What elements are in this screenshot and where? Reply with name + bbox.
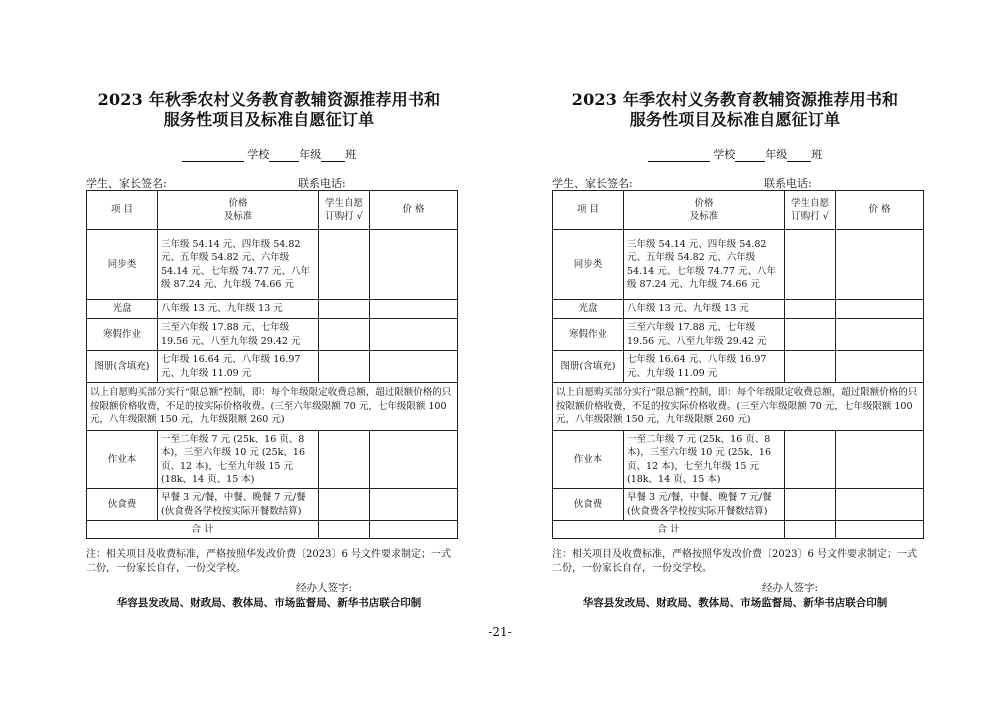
row-detail: 早餐 3 元/餐，中餐、晚餐 7 元/餐 (伙食费各学校按实际开餐数结算) bbox=[624, 489, 785, 521]
limit-note-row bbox=[553, 383, 924, 431]
phone-label: 联系电话: bbox=[764, 177, 812, 190]
row-name: 光盘 bbox=[553, 300, 624, 319]
row-name: 寒假作业 bbox=[553, 319, 624, 351]
signature-label: 学生、家长签名: bbox=[86, 177, 167, 190]
limit-note: 以上自愿购买部分实行“限总额”控制，即：每个年级限定收费总额，超过限额价格的只按限额价格收费，不足的按实际价格收费。(三至六年级限额 70 元，七年级限额 100 元，八年级限额 150 元，九年级限额 260 元) bbox=[87, 383, 458, 431]
row-detail: 一至二年级 7 元 (25k、16 页、8 本)，三至六年级 10 元 (25k、16 页、12 本)，七至九年级 15 元 (18k、14 页、15 本) bbox=[624, 431, 785, 489]
price-cell[interactable] bbox=[836, 489, 924, 521]
school-grade-class-line bbox=[546, 146, 924, 162]
limit-note-row bbox=[87, 383, 458, 431]
row-detail: 三年级 54.14 元、四年级 54.82 元、五年级 54.82 元、六年级 54.14 元、七年级 74.77 元、八年级 87.24 元、九年级 74.66 元 bbox=[624, 230, 785, 300]
header-voluntary-order: 学生自愿 订购打 √ bbox=[785, 191, 836, 230]
row-detail: 三至六年级 17.88 元、七年级 19.56 元、八至九年级 29.42 元 bbox=[158, 319, 319, 351]
table-header-row bbox=[553, 191, 924, 230]
header-item: 项 目 bbox=[87, 191, 158, 230]
row-detail: 八年级 13 元、九年级 13 元 bbox=[158, 300, 319, 319]
price-cell[interactable] bbox=[370, 351, 458, 383]
table-row bbox=[553, 431, 924, 489]
signature-label: 学生、家长签名: bbox=[552, 177, 633, 190]
footnote: 注：相关项目及收费标准，严格按照华发改价费〔2023〕6 号文件要求制定；一式二份，一份家长自存，一份交学校。 bbox=[552, 549, 917, 574]
order-table bbox=[86, 190, 458, 539]
row-detail: 七年级 16.64 元、八年级 16.97 元、九年级 11.09 元 bbox=[624, 351, 785, 383]
checkbox-cell[interactable] bbox=[319, 431, 370, 489]
row-name: 图册(含填充) bbox=[553, 351, 624, 383]
issuer-footer: 华容县发改局、财政局、教体局、市场监督局、新华书店联合印制 bbox=[116, 597, 422, 609]
price-cell[interactable] bbox=[836, 319, 924, 351]
header-item: 项 目 bbox=[553, 191, 624, 230]
table-row bbox=[87, 300, 458, 319]
grade-label: 年级 bbox=[299, 148, 322, 161]
total-row bbox=[87, 521, 458, 539]
row-detail: 三年级 54.14 元、四年级 54.82 元、五年级 54.82 元、六年级 54.14 元、七年级 74.77 元、八年级 87.24 元、九年级 74.66 元 bbox=[158, 230, 319, 300]
row-name: 光盘 bbox=[87, 300, 158, 319]
form-title-line1: 2023 年秋季农村义务教育教辅资源推荐用书和 bbox=[97, 90, 441, 109]
header-voluntary-order: 学生自愿 订购打 √ bbox=[319, 191, 370, 230]
total-label: 合 计 bbox=[87, 521, 319, 539]
class-blank[interactable] bbox=[787, 149, 811, 162]
table-row bbox=[553, 230, 924, 300]
price-cell[interactable] bbox=[836, 230, 924, 300]
table-row bbox=[87, 351, 458, 383]
row-name: 作业本 bbox=[87, 431, 158, 489]
checkbox-cell[interactable] bbox=[319, 230, 370, 300]
table-row bbox=[87, 489, 458, 521]
table-row bbox=[87, 431, 458, 489]
header-price: 价 格 bbox=[370, 191, 458, 230]
total-price-cell[interactable] bbox=[836, 521, 924, 539]
checkbox-cell[interactable] bbox=[319, 319, 370, 351]
issuer-footer: 华容县发改局、财政局、教体局、市场监督局、新华书店联合印制 bbox=[582, 597, 888, 609]
price-cell[interactable] bbox=[836, 431, 924, 489]
total-label: 合 计 bbox=[553, 521, 785, 539]
limit-note: 以上自愿购买部分实行“限总额”控制，即：每个年级限定收费总额，超过限额价格的只按限额价格收费，不足的按实际价格收费。(三至六年级限额 70 元，七年级限额 100 元，八年级限额 150 元，九年级限额 260 元) bbox=[553, 383, 924, 431]
order-table bbox=[552, 190, 924, 539]
school-blank[interactable] bbox=[182, 149, 244, 162]
price-cell[interactable] bbox=[836, 351, 924, 383]
page-number: -21- bbox=[488, 625, 512, 639]
grade-blank[interactable] bbox=[269, 149, 299, 162]
table-row bbox=[87, 319, 458, 351]
header-price-standard: 价格 及标准 bbox=[624, 191, 785, 230]
grade-label: 年级 bbox=[765, 148, 788, 161]
checkbox-cell[interactable] bbox=[785, 431, 836, 489]
handler-signature-label: 经办人签字: bbox=[762, 582, 819, 594]
handler-signature-label: 经办人签字: bbox=[296, 582, 353, 594]
row-detail: 早餐 3 元/餐，中餐、晚餐 7 元/餐 (伙食费各学校按实际开餐数结算) bbox=[158, 489, 319, 521]
school-grade-class-line bbox=[80, 146, 458, 162]
class-label: 班 bbox=[811, 148, 823, 161]
grade-blank[interactable] bbox=[735, 149, 765, 162]
price-cell[interactable] bbox=[370, 431, 458, 489]
row-name: 伙食费 bbox=[87, 489, 158, 521]
table-row bbox=[87, 230, 458, 300]
price-cell[interactable] bbox=[370, 230, 458, 300]
table-header-row bbox=[87, 191, 458, 230]
checkbox-cell[interactable] bbox=[785, 230, 836, 300]
class-label: 班 bbox=[345, 148, 357, 161]
total-price-cell[interactable] bbox=[370, 521, 458, 539]
form-title-line1: 2023 年季农村义务教育教辅资源推荐用书和 bbox=[571, 90, 899, 109]
phone-label: 联系电话: bbox=[298, 177, 346, 190]
table-row bbox=[553, 300, 924, 319]
row-name: 作业本 bbox=[553, 431, 624, 489]
table-row bbox=[553, 319, 924, 351]
total-check-cell[interactable] bbox=[319, 521, 370, 539]
checkbox-cell[interactable] bbox=[785, 319, 836, 351]
table-row bbox=[553, 489, 924, 521]
form-title-line2: 服务性项目及标准自愿征订单 bbox=[163, 110, 375, 129]
table-row bbox=[553, 351, 924, 383]
school-label: 学校 bbox=[247, 148, 270, 161]
price-cell[interactable] bbox=[370, 489, 458, 521]
row-detail: 七年级 16.64 元、八年级 16.97 元、九年级 11.09 元 bbox=[158, 351, 319, 383]
checkbox-cell[interactable] bbox=[319, 489, 370, 521]
checkbox-cell[interactable] bbox=[785, 489, 836, 521]
class-blank[interactable] bbox=[321, 149, 345, 162]
price-cell[interactable] bbox=[370, 319, 458, 351]
checkbox-cell[interactable] bbox=[319, 300, 370, 319]
row-name: 同步类 bbox=[87, 230, 158, 300]
row-name: 同步类 bbox=[553, 230, 624, 300]
total-check-cell[interactable] bbox=[785, 521, 836, 539]
row-detail: 八年级 13 元、九年级 13 元 bbox=[624, 300, 785, 319]
header-price-standard: 价格 及标准 bbox=[158, 191, 319, 230]
total-row bbox=[553, 521, 924, 539]
checkbox-cell[interactable] bbox=[785, 300, 836, 319]
header-price: 价 格 bbox=[836, 191, 924, 230]
checkbox-cell[interactable] bbox=[785, 351, 836, 383]
row-name: 寒假作业 bbox=[87, 319, 158, 351]
row-detail: 三至六年级 17.88 元、七年级 19.56 元、八至九年级 29.42 元 bbox=[624, 319, 785, 351]
row-name: 伙食费 bbox=[553, 489, 624, 521]
checkbox-cell[interactable] bbox=[319, 351, 370, 383]
school-label: 学校 bbox=[713, 148, 736, 161]
school-blank[interactable] bbox=[648, 149, 710, 162]
row-name: 图册(含填充) bbox=[87, 351, 158, 383]
footnote: 注：相关项目及收费标准，严格按照华发改价费〔2023〕6 号文件要求制定；一式二份，一份家长自存，一份交学校。 bbox=[86, 549, 451, 574]
row-detail: 一至二年级 7 元 (25k、16 页、8 本)，三至六年级 10 元 (25k、16 页、12 本)，七至九年级 15 元 (18k、14 页、15 本) bbox=[158, 431, 319, 489]
form-title-line2: 服务性项目及标准自愿征订单 bbox=[629, 110, 841, 129]
price-cell[interactable] bbox=[836, 300, 924, 319]
price-cell[interactable] bbox=[370, 300, 458, 319]
